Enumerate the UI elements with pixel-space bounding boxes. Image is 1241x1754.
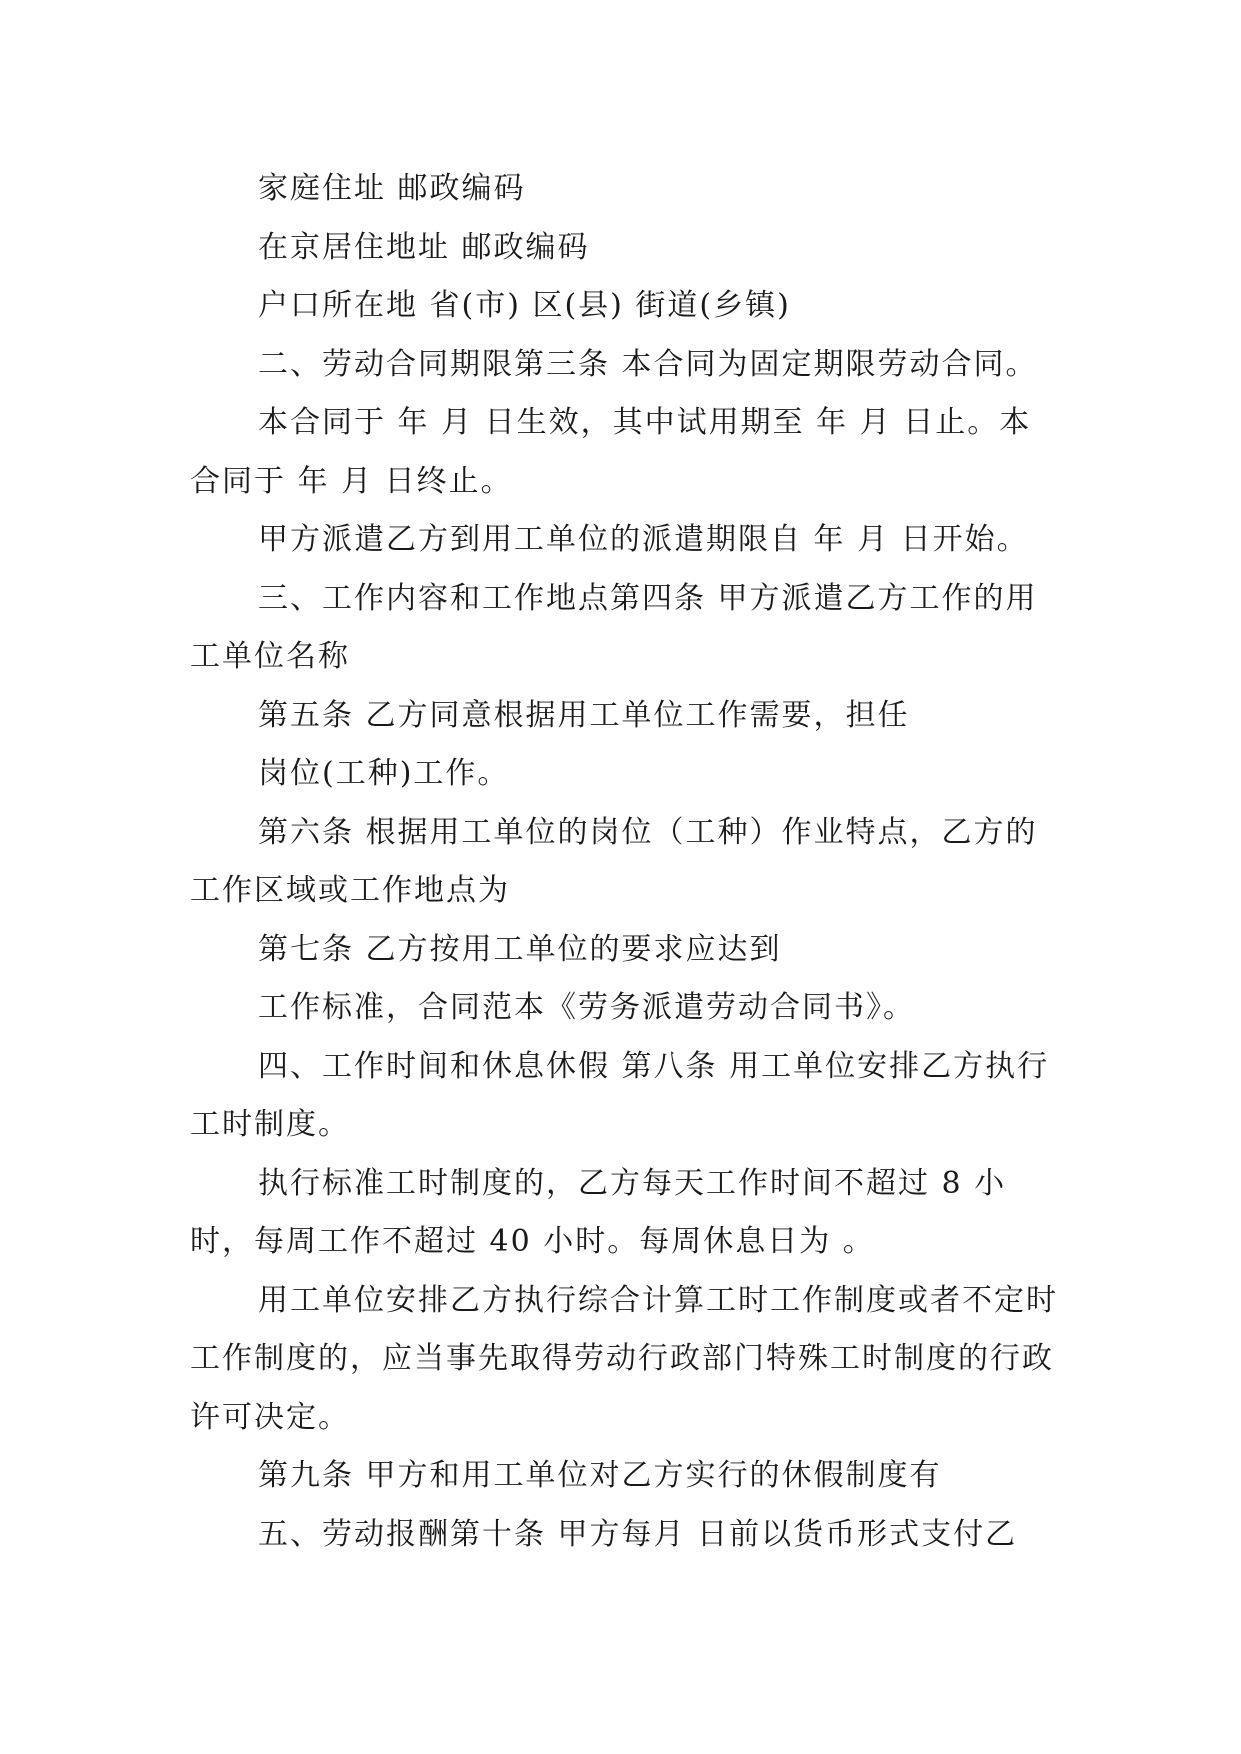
paragraph-remuneration-heading: 五、劳动报酬第十条 甲方每月 日前以货币形式支付乙: [258, 1516, 1018, 1552]
paragraph-special-hours: 用工单位安排乙方执行综合计算工时工作制度或者不定时工作制度的，应当事先取得劳动行政部门特殊工时制度的行政许可决定。: [190, 1282, 1058, 1435]
paragraph-standard-hours: 执行标准工时制度的，乙方每天工作时间不超过 8 小时，每周工作不超过 40 小时。每周休息日为 。: [190, 1165, 1007, 1259]
paragraph-hukou-location: 户口所在地 省(市) 区(县) 街道(乡镇): [258, 288, 791, 323]
paragraph-home-address: 家庭住址 邮政编码: [258, 171, 526, 206]
paragraph-article-six: 第六条 根据用工单位的岗位（工种）作业特点，乙方的工作区域或工作地点为: [190, 814, 1038, 908]
paragraph-working-hours-heading: 四、工作时间和休息休假 第八条 用工单位安排乙方执行 工时制度。: [190, 1048, 1050, 1142]
paragraph-effective-dates: 本合同于 年 月 日生效，其中试用期至 年 月 日止。本合同于 年 月 日终止。: [190, 405, 1032, 499]
paragraph-work-standard: 工作标准，合同范本《劳务派遣劳动合同书》。: [258, 990, 915, 1025]
paragraph-dispatch-period: 甲方派遣乙方到用工单位的派遣期限自 年 月 日开始。: [258, 522, 1029, 557]
paragraph-contract-term-heading: 二、劳动合同期限第三条 本合同为固定期限劳动合同。: [258, 346, 1038, 382]
document-body: [190, 160, 1060, 1564]
paragraph-position: 岗位(工种)工作。: [258, 756, 510, 791]
paragraph-beijing-address: 在京居住地址 邮政编码: [258, 229, 590, 265]
paragraph-article-five: 第五条 乙方同意根据用工单位工作需要，担任: [258, 697, 910, 733]
paragraph-article-nine: 第九条 甲方和用工单位对乙方实行的休假制度有: [258, 1458, 942, 1493]
paragraph-article-seven: 第七条 乙方按用工单位的要求应达到: [258, 931, 782, 967]
paragraph-work-content-heading: 三、工作内容和工作地点第四条 甲方派遣乙方工作的用工单位名称: [190, 580, 1038, 674]
